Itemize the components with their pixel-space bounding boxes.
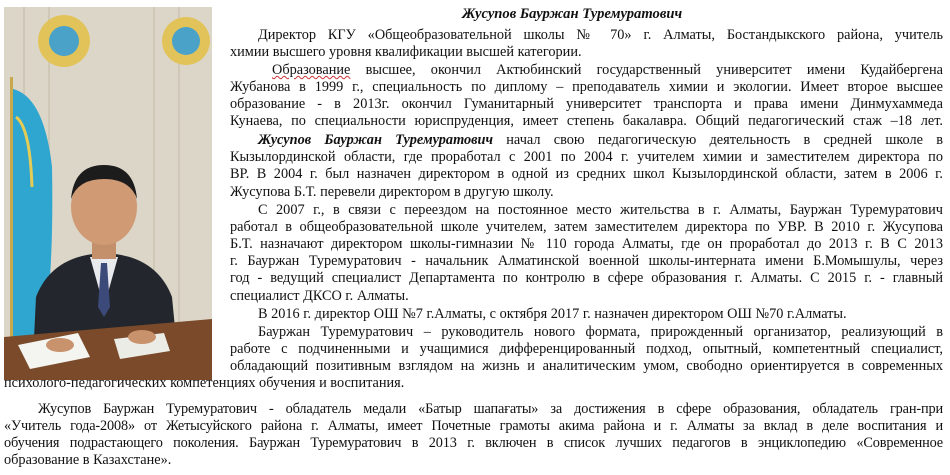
text-line: Кунаева, по специальности юриспруденция, имеет степень бакалавра. Общий педагогический стаж –18 лет. [230, 113, 943, 129]
text-line-rest: высшее, окончил Актюбинский государственный университет имени Кудайбергена [350, 62, 943, 78]
text-line: психолого-педагогических компетенциях обучения и воспитания. [4, 375, 405, 391]
text-line: ВР. В 2004 г. был назначен директором в одной из средних школ Кызылординской области, затем в 2006 г. [230, 166, 943, 182]
document-title: Жусупов Бауржан Туремуратович [462, 6, 683, 22]
text-line [272, 62, 943, 79]
text-line: С 2007 г., в связи с переездом на постоянное место жительства в г. Алматы, Бауржан Туремуратович [258, 202, 943, 218]
text-line: «Учитель года-2008» от Жетысуйского района г. Алматы, имеет Почетные грамоты акима района и г. Алматы за вклад в деле воспитания и [4, 418, 943, 434]
text-line: образование - в 2013г. окончил Гуманитарный университет транспорта и права имени Динмухаммеда [230, 96, 943, 112]
text-line: Директор КГУ «Общеобразовательной школы № 70» г. Алматы, Бостандыкского района, учитель [258, 27, 943, 43]
text-line: Б.Т. назначают директором школы-гимназии № 110 города Алматы, где он проработал до 2013 г. В С 2013 [230, 236, 943, 252]
text-line [258, 132, 943, 149]
text-line: образование в Казахстане». [4, 452, 172, 468]
text-line: работе с подчиненными и учащимися дифференцированный подход, опытный, компетентный специалист, [230, 341, 943, 357]
text-line: год - ведущий специалист Департамента по контролю в сфере образования г. Алматы. С 2015 г. - главный [230, 270, 943, 286]
text-line: Кызылординской области, где проработал с 2001 по 2004 г. учителем химии и заместителем директора по [230, 149, 943, 165]
text-line: обладающий позитивным взглядом на жизнь и аналитическим умом, свободно ориентируется в современных [230, 358, 943, 374]
bold-lead: Жусупов Бауржан Туремуратович [258, 132, 494, 148]
text-line: Жусупова Б.Т. перевели директором в другую школу. [230, 184, 554, 200]
text-line: Бауржан Туремуратович – руководитель нового формата, прирожденный организатор, реализующий в [258, 324, 943, 340]
text-line: Жубанова в 1999 г., специальность по диплому – преподаватель химии и экологии. Имеет второе высшее [230, 79, 943, 95]
text-line: Жусупов Бауржан Туремуратович - обладатель медали «Батыр шапағаты» за достижения в сфере образования, обладатель гран-при [38, 401, 943, 417]
text-line: химии высшего уровня квалификации высшей категории. [230, 44, 582, 60]
text-line: работал в общеобразовательной школе учителем, затем заместителем директора по УВР. В 2010 г. Жусупова [230, 219, 943, 235]
underlined-word: Образование [272, 62, 351, 78]
text-line: В 2016 г. директор ОШ №7 г.Алматы, с октября 2017 г. назначен директором ОШ №70 г.Алматы. [258, 306, 847, 322]
director-photo [4, 7, 212, 380]
text-line: г. Бауржан Туремуратович - начальник Алматинской военной школы-интерната имени Б.Момышулы, через [230, 253, 943, 269]
text-line: обучения подрастающего поколения. Бауржан Туремуратович в 2013 г. включен в список лучших педагогов в энциклопедию «Современное [4, 435, 943, 451]
text-line-rest: начал свою педагогическую деятельность в средней школе в [506, 132, 944, 148]
text-line: специалист ДКСО г. Алматы. [230, 288, 409, 304]
